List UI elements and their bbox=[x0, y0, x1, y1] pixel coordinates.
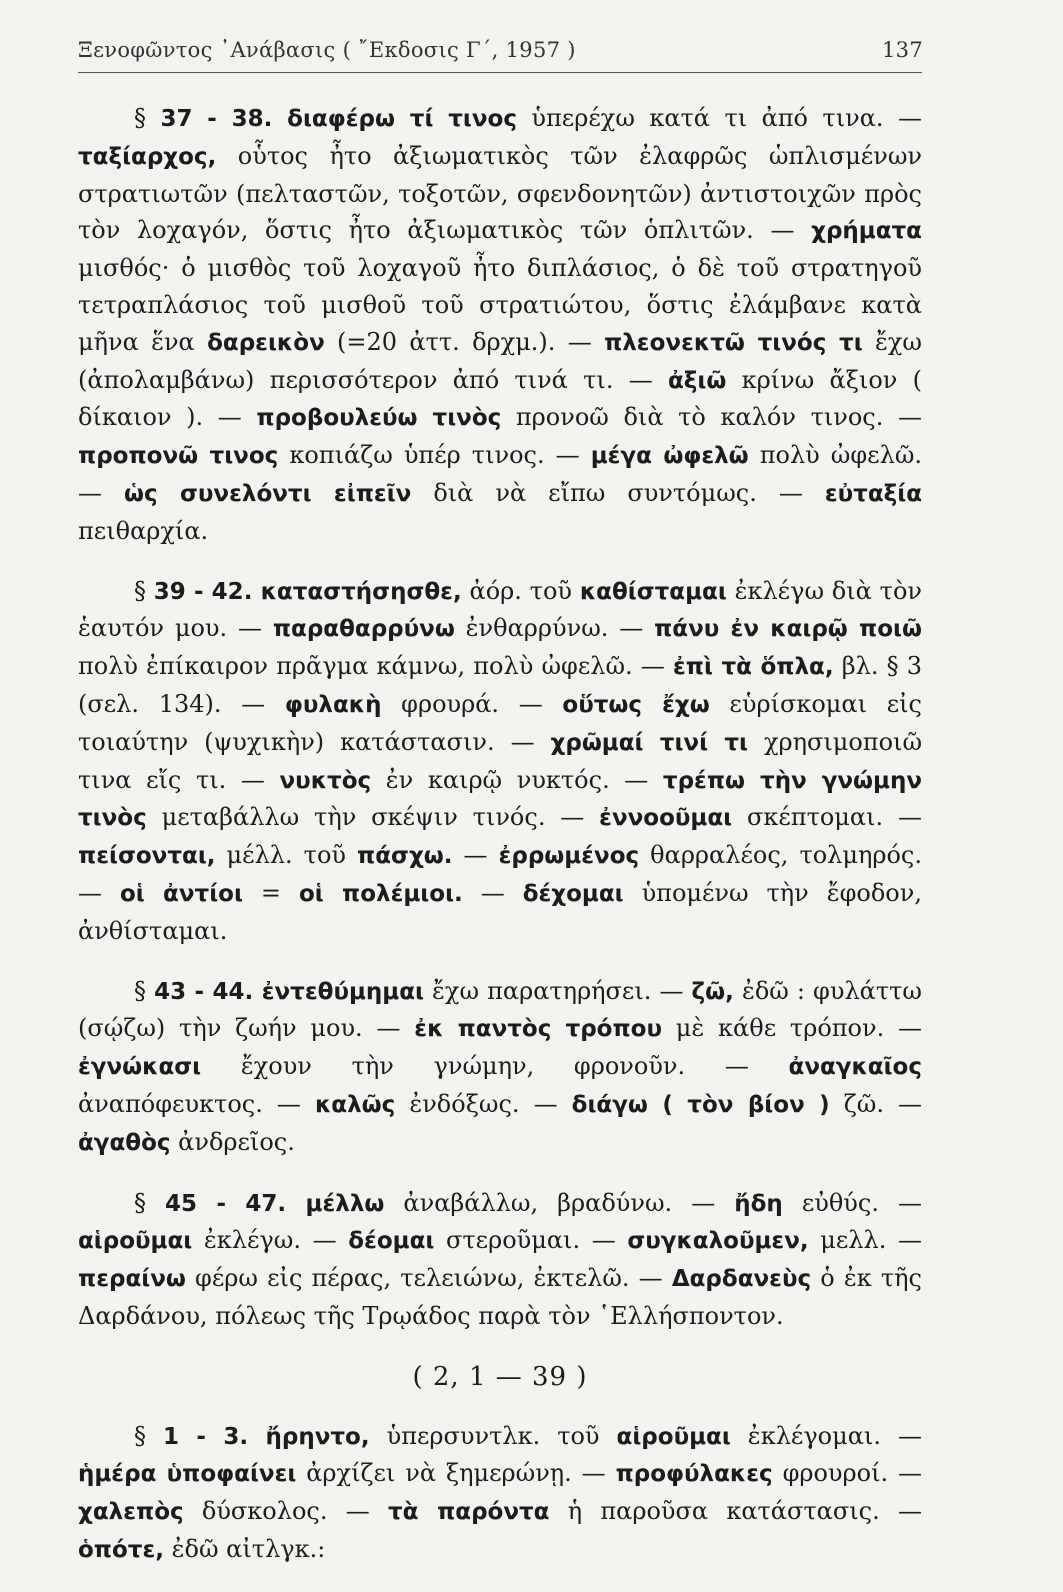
headword: πλεονεκτῶ τινός τι bbox=[604, 329, 863, 356]
gloss-text: πολὺ ὠφελῶ. — bbox=[78, 441, 923, 507]
paragraph bbox=[78, 1418, 922, 1569]
headword: οἱ πολέμιοι. bbox=[298, 880, 463, 907]
headword: χρήματα bbox=[811, 218, 922, 245]
headword: ὁπότε, bbox=[78, 1536, 165, 1563]
gloss-text: ἔχω (ἀπολαμβάνω) περισσότερον ἀπό τινά τι. — bbox=[78, 327, 922, 394]
headword: ἡμέρα ὑποφαίνει bbox=[78, 1461, 297, 1488]
headword: προφύλακες bbox=[615, 1461, 773, 1488]
gloss-text: ὑπομένω τὴν ἔφοδον, ἀνθίσταμαι. bbox=[78, 878, 922, 945]
headword: ἐγνώκασι bbox=[78, 1054, 202, 1081]
gloss-text: πολὺ ἐπίκαιρον πρᾶγμα κάμνω, πολὺ ὠφελῶ. — bbox=[78, 652, 673, 681]
gloss-text: ἀόρ. τοῦ bbox=[461, 576, 580, 605]
headword: ἀναγκαῖος bbox=[788, 1054, 922, 1081]
headword: ἐκ παντὸς τρόπου bbox=[414, 1016, 662, 1043]
headword: ζῶ, bbox=[691, 978, 734, 1005]
headword: ἀξιῶ bbox=[667, 367, 727, 394]
paragraph bbox=[78, 973, 922, 1162]
gloss-text: ἀναβάλλω, βραδύνω. — bbox=[384, 1188, 735, 1217]
gloss-text: σκέπτομαι. — bbox=[732, 803, 922, 832]
gloss-text: § bbox=[134, 576, 154, 605]
headword: καθίσταμαι bbox=[579, 578, 727, 605]
headword: 1 - 3. ἤρηντο, bbox=[163, 1423, 370, 1450]
gloss-text: ἐκλέγω διὰ τὸν ἑαυτόν μου. — bbox=[78, 576, 922, 643]
headword: συγκαλοῦμεν, bbox=[627, 1228, 809, 1255]
headword: πάνυ ἐν καιρῷ ποιῶ bbox=[654, 616, 922, 643]
headword: ἤδη bbox=[734, 1190, 783, 1217]
headword: παραθαρρύνω bbox=[272, 616, 455, 643]
paragraphs-after-heading bbox=[78, 1418, 922, 1569]
gloss-text: (=20 ἀττ. δρχμ.). — bbox=[324, 327, 605, 356]
headword: χρῶμαί τινί τι bbox=[550, 729, 749, 756]
gloss-text: θαρραλέος, τολμηρός. — bbox=[78, 841, 922, 907]
gloss-text: μέλλ. τοῦ bbox=[215, 841, 358, 870]
book-title: Ξενοφῶντος ᾿Ανάβασις ( ῎Εκδοσις Γ΄, 1957 ) bbox=[78, 38, 576, 62]
headword: προβουλεύω τινὸς bbox=[256, 405, 502, 432]
headword: φυλακὴ bbox=[284, 691, 382, 718]
running-head bbox=[78, 38, 923, 62]
gloss-text: προνοῶ διὰ τὸ καλόν τινος. — bbox=[501, 403, 923, 432]
headword: χαλεπὸς bbox=[78, 1499, 184, 1526]
section-heading: ( 2, 1 — 39 ) bbox=[412, 1361, 588, 1392]
headword: διάγω ( τὸν βίον ) bbox=[571, 1091, 830, 1118]
headword: αἱροῦμαι bbox=[78, 1228, 193, 1255]
page-number: 137 bbox=[882, 38, 923, 62]
gloss-text: ἀνδρεῖος. bbox=[170, 1127, 295, 1156]
paragraph bbox=[78, 573, 922, 950]
headword: τρέπω τὴν γνώμην τινὸς bbox=[78, 767, 922, 832]
gloss-text: ἀρχίζει νὰ ξημερώνῃ. — bbox=[296, 1459, 616, 1488]
gloss-text: μελλ. — bbox=[808, 1226, 923, 1255]
headword: 45 - 47. μέλλω bbox=[165, 1190, 385, 1217]
gloss-text: § bbox=[134, 1421, 164, 1450]
gloss-text: ἐνθαρρύνω. — bbox=[454, 614, 655, 643]
headword: ἀγαθὸς bbox=[78, 1129, 171, 1156]
headword: οἱ ἀντίοι bbox=[119, 880, 243, 907]
paragraph bbox=[78, 1185, 922, 1335]
headword: ἐρρωμένος bbox=[498, 843, 640, 870]
headword: αἱροῦμαι bbox=[616, 1423, 731, 1450]
gloss-text: πειθαρχία. bbox=[78, 516, 209, 545]
headword: ἐπὶ τὰ ὅπλα, bbox=[672, 654, 834, 681]
gloss-text: ἡ παροῦσα κατάστασις. — bbox=[549, 1497, 922, 1526]
gloss-text: ὑπερέχω κατά τι ἀπό τινα. — bbox=[517, 104, 922, 132]
gloss-text: ἐδῶ αἰτλγκ.: bbox=[164, 1534, 326, 1563]
gloss-text: οὗτος ἦτο ἀξιωματικὸς τῶν ἐλαφρῶς ὡπλισμένων στρατιωτῶν (πελταστῶν, τοξοτῶν, σφενδονητῶν) ἀντιστοιχῶν πρὸς τὸν λοχαγόν, ὅστις ἦτο ἀξιωματικὸς τῶν ὁπλιτῶν. — bbox=[78, 141, 922, 245]
headword: καλῶς bbox=[314, 1091, 396, 1118]
gloss-text: § bbox=[134, 976, 155, 1005]
headword: δαρεικὸν bbox=[207, 329, 325, 356]
gloss-text: εὑρίσκομαι εἰς τοιαύτην (ψυχικὴν) κατάστασιν. — bbox=[78, 689, 922, 756]
gloss-text: ζῶ. — bbox=[829, 1089, 922, 1118]
headword: πείσονται, bbox=[78, 843, 216, 870]
headword: 43 - 44. ἐντεθύμημαι bbox=[154, 978, 424, 1005]
gloss-text: — bbox=[462, 878, 523, 907]
gloss-text: φέρω εἰς πέρας, τελειώνω, ἐκτελῶ. — bbox=[185, 1264, 672, 1293]
gloss-text: δύσκολος. — bbox=[183, 1497, 388, 1526]
gloss-text: εὐθύς. — bbox=[782, 1188, 922, 1217]
headword: δέομαι bbox=[348, 1228, 435, 1255]
header-rule bbox=[78, 72, 922, 73]
gloss-text: ἔχουν τὴν γνώμην, φρονοῦν. — bbox=[201, 1052, 789, 1081]
gloss-text: κρίνω ἄξιον ( δίκαιον ). — bbox=[78, 365, 922, 432]
gloss-text: ὑπερσυντλκ. τοῦ bbox=[369, 1421, 617, 1450]
body-text bbox=[78, 100, 922, 1592]
headword: προπονῶ τινος bbox=[78, 443, 279, 470]
gloss-text: ἐνδόξως. — bbox=[395, 1089, 572, 1118]
gloss-text: ἀναπόφευκτος. — bbox=[78, 1089, 315, 1118]
gloss-text: § bbox=[134, 104, 161, 132]
headword: περαίνω bbox=[78, 1266, 186, 1293]
paragraph bbox=[78, 100, 922, 550]
gloss-text: ἐδῶ : φυλάττω (σῴζω) τὴν ζωήν μου. — bbox=[78, 976, 922, 1043]
gloss-text: ἔχω παρατηρήσει. — bbox=[423, 976, 692, 1005]
headword: Δαρδανεὺς bbox=[671, 1266, 812, 1293]
gloss-text: φρουροί. — bbox=[772, 1459, 922, 1488]
headword: 37 - 38. διαφέρω τί τινος bbox=[160, 106, 517, 132]
headword: 39 - 42. καταστήσησθε, bbox=[153, 578, 462, 605]
gloss-text: φρουρά. — bbox=[381, 689, 563, 718]
gloss-text: στεροῦμαι. — bbox=[434, 1226, 628, 1255]
gloss-text: ἐκλέγομαι. — bbox=[730, 1421, 922, 1450]
headword: ταξίαρχος, bbox=[78, 143, 217, 170]
gloss-text: χρησιμοποιῶ τινα εἴς τι. — bbox=[78, 727, 923, 794]
gloss-text: ἐν καιρῷ νυκτός. — bbox=[371, 765, 663, 794]
headword: τὰ παρόντα bbox=[387, 1499, 550, 1526]
headword: μέγα ὠφελῶ bbox=[590, 443, 749, 470]
gloss-text: = bbox=[242, 878, 299, 907]
paragraphs-before-heading bbox=[78, 100, 922, 1335]
gloss-text: μὲ κάθε τρόπον. — bbox=[662, 1014, 923, 1043]
headword: οὕτως ἔχω bbox=[562, 691, 710, 718]
gloss-text: — bbox=[452, 841, 499, 870]
headword: ὡς συνελόντι εἰπεῖν bbox=[124, 480, 412, 507]
gloss-text: μισθός· ὁ μισθὸς τοῦ λοχαγοῦ ἦτο διπλάσιος, ὁ δὲ τοῦ στρατηγοῦ τετραπλάσιος τοῦ μισθοῦ τοῦ στρατιώτου, ὅστις ἐλάμβανε κατὰ μῆνα ἕνα bbox=[78, 254, 922, 356]
headword: ἐννοοῦμαι bbox=[599, 805, 733, 832]
gloss-text: μεταβάλλω τὴν σκέψιν τινός. — bbox=[146, 803, 600, 832]
headword: εὐταξία bbox=[824, 480, 922, 507]
gloss-text: ἐκλέγω. — bbox=[192, 1226, 349, 1255]
headword: νυκτὸς bbox=[279, 767, 372, 794]
gloss-text: ὁ ἐκ τῆς Δαρδάνου, πόλεως τῆς Τρῳάδος παρὰ τὸν ῾Ελλήσποντον. bbox=[78, 1264, 922, 1330]
headword: δέχομαι bbox=[522, 880, 624, 907]
gloss-text: § bbox=[134, 1188, 166, 1217]
gloss-text: κοπιάζω ὑπέρ τινος. — bbox=[278, 441, 591, 470]
gloss-text: βλ. § 3 (σελ. 134). — bbox=[78, 652, 923, 718]
gloss-text: διὰ νὰ εἴπω συντόμως. — bbox=[411, 478, 825, 507]
headword: πάσχω. bbox=[357, 843, 453, 870]
